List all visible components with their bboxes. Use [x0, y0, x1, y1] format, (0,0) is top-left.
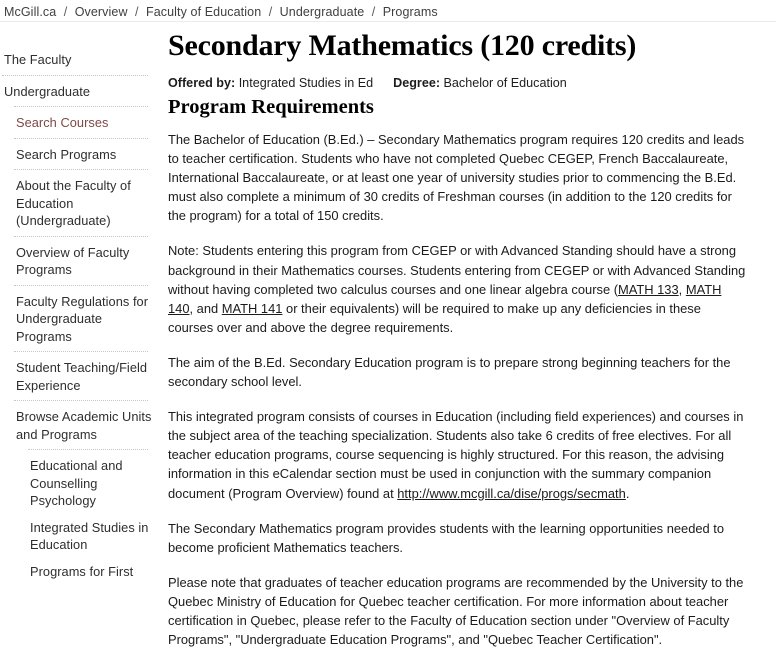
sidebar-divider	[2, 75, 148, 76]
offered-by-label: Offered by:	[168, 76, 236, 90]
breadcrumb-item-faculty-of-education[interactable]: Faculty of Education	[145, 5, 262, 19]
paragraph-integrated-program	[168, 407, 748, 502]
degree-value: Bachelor of Education	[443, 76, 567, 90]
course-link-math-141[interactable]: MATH 141	[221, 300, 283, 316]
sidebar-spacer	[0, 510, 160, 519]
sidebar-item-faculty-regulations[interactable]: Faculty Regulations for Undergraduate Programs	[16, 293, 149, 344]
breadcrumb-item-overview[interactable]: Overview	[74, 5, 128, 19]
paragraph-note-prerequisites	[168, 241, 748, 336]
sidebar-divider	[28, 449, 148, 450]
paragraph-teacher-certification-note: Please note that graduates of teacher education programs are recommended by the University to the Quebec Ministry of Education for Quebec teacher certification. For more information about teacher certification in Quebec, please refer to the Faculty of Education section under "Overview of Faculty Programs", "Undergraduate Education Programs", and "Quebec Teacher Certification".	[168, 574, 744, 648]
sidebar-item-student-teaching-field-experience[interactable]: Student Teaching/Field Experience	[16, 360, 148, 393]
breadcrumb-separator: /	[63, 5, 68, 19]
sidebar-item-educational-and-counselling-psychology[interactable]: Educational and Counselling Psychology	[30, 458, 123, 508]
sidebar-navigation	[0, 22, 160, 651]
sidebar-divider	[14, 351, 148, 352]
breadcrumb-separator: /	[371, 5, 376, 19]
sidebar-divider	[14, 236, 148, 237]
sidebar-item-browse-academic-units-and-programs[interactable]: Browse Academic Units and Programs	[16, 409, 152, 442]
breadcrumb-separator: /	[268, 5, 273, 19]
main-content	[160, 22, 776, 651]
breadcrumb-item-programs[interactable]: Programs	[382, 5, 438, 19]
sidebar-item-programs-for-first[interactable]: Programs for First	[30, 563, 134, 579]
paragraph-note-text-part-1: Note: Students entering this program from CEGEP or with Advanced Standing should have a strong background in their Mathematics courses. Students entering from CEGEP or with Advanced Standing without having completed two calculus courses and one linear algebra course (	[168, 243, 746, 297]
paragraph-learning-opportunities: The Secondary Mathematics program provides students with the learning opportunities needed to become proficient Mathematics teachers.	[168, 520, 725, 555]
paragraph-program-aim: The aim of the B.Ed. Secondary Education program is to prepare strong beginning teachers for the secondary school level.	[168, 354, 731, 390]
sidebar-item-search-programs[interactable]: Search Programs	[16, 146, 117, 162]
program-meta	[168, 75, 748, 91]
page-layout	[0, 22, 776, 651]
note-separator-2: , and	[189, 300, 222, 316]
degree-label: Degree:	[393, 76, 441, 90]
paragraph-integrated-text-part-1: This integrated program consists of courses in Education (including field experiences) and courses in the subject area of the teaching specialization. Students also take 6 credits of free electives. For all teacher education programs, course sequencing is highly structured. For this reason, the advising information in this eCalendar section must be used in conjunction with the summary companion document (Program Overview) found at	[168, 409, 744, 501]
note-separator-1: ,	[678, 281, 686, 297]
sidebar-divider	[14, 169, 148, 170]
sidebar-divider	[14, 400, 148, 401]
breadcrumb-separator: /	[135, 5, 139, 19]
sidebar-item-the-faculty[interactable]: The Faculty	[4, 52, 72, 67]
breadcrumb	[0, 0, 776, 22]
course-link-math-140[interactable]: MATH 140	[168, 281, 722, 316]
sidebar-item-about-the-faculty-of-education[interactable]: About the Faculty of Education (Undergraduate)	[16, 178, 131, 228]
offered-by-value[interactable]: Integrated Studies in Ed	[238, 76, 374, 90]
course-link-math-133[interactable]: MATH 133	[618, 281, 679, 297]
sidebar-item-integrated-studies-in-education[interactable]: Integrated Studies in Education	[30, 519, 149, 552]
breadcrumb-item-mcgill[interactable]: McGill.ca	[4, 5, 57, 19]
sidebar-item-undergraduate[interactable]: Undergraduate	[4, 83, 91, 99]
sidebar-divider	[14, 285, 148, 286]
section-heading-program-requirements: Program Requirements	[168, 96, 374, 118]
paragraph-integrated-text-part-2: .	[625, 485, 630, 501]
sidebar-spacer	[0, 554, 160, 563]
sidebar-item-overview-of-faculty-programs[interactable]: Overview of Faculty Programs	[16, 244, 130, 277]
paragraph-overview: The Bachelor of Education (B.Ed.) – Secondary Mathematics program requires 120 credits and leads to teacher certification. Students who have not completed Quebec CEGEP, French Baccalaureate, International Baccalaureate, or at least one year of university studies prior to commencing the B.Ed. must also complete a minimum of 30 credits of Freshman courses (in addition to the 120 credits for the program) for a total of 150 credits.	[168, 132, 745, 224]
sidebar-divider	[14, 138, 148, 139]
page-title: Secondary Mathematics (120 credits)	[168, 29, 637, 62]
breadcrumb-item-undergraduate[interactable]: Undergraduate	[279, 5, 365, 19]
paragraph-note-text-part-2: or their equivalents) will be required to make up any deficiencies in these courses over and above the degree requirements.	[168, 300, 701, 335]
program-overview-url-link[interactable]: http://www.mcgill.ca/dise/progs/secmath	[397, 485, 626, 501]
sidebar-item-search-courses[interactable]: Search Courses	[16, 115, 109, 130]
sidebar-divider	[14, 106, 148, 107]
